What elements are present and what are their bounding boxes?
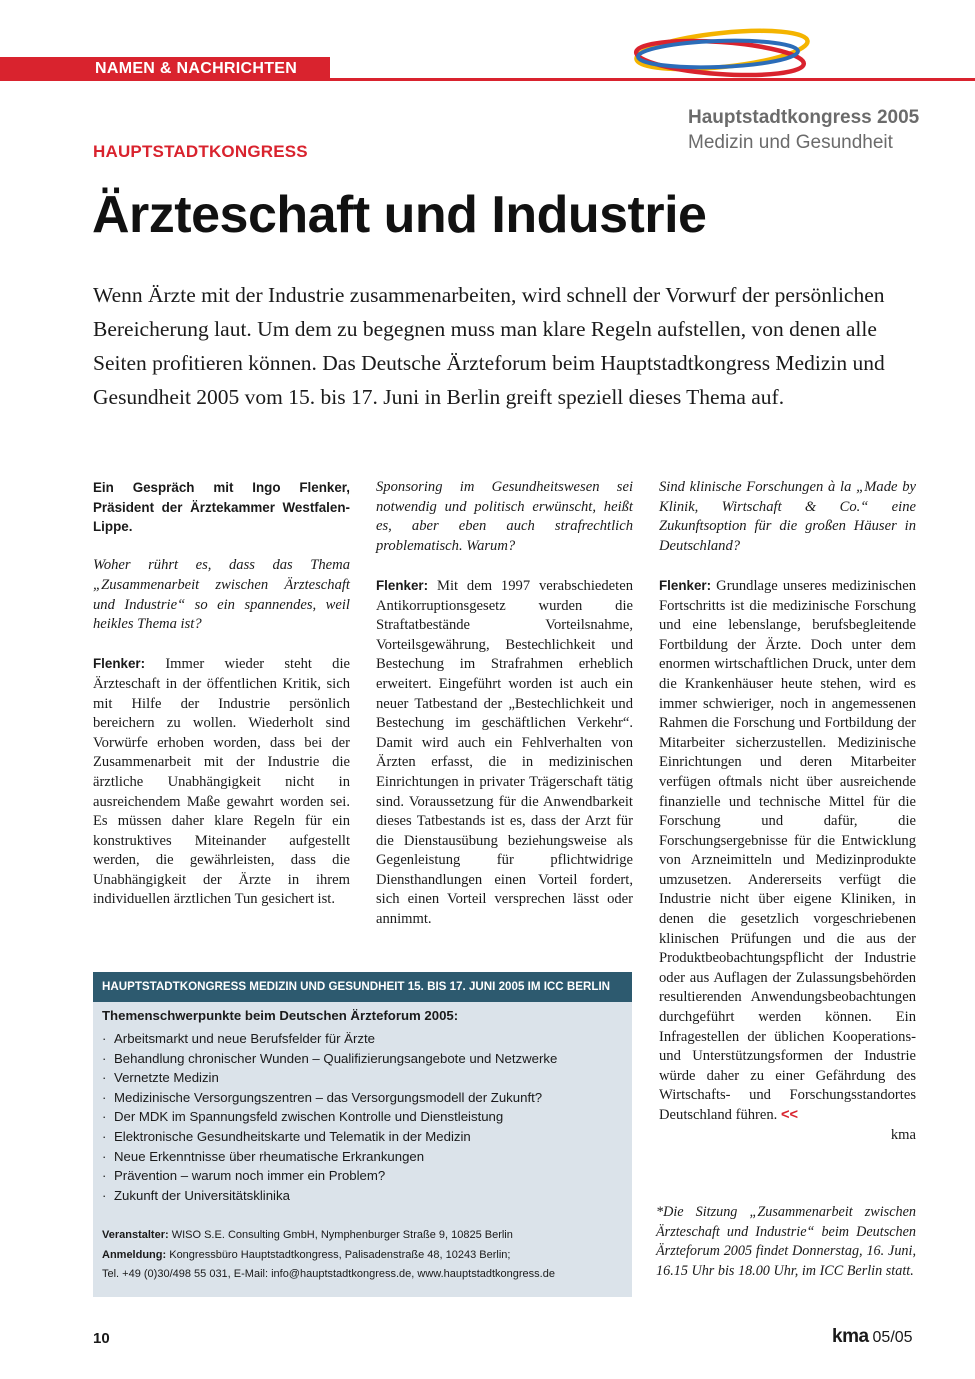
question-3: Sind klinische Forschungen à la „Made by Klinik, Wirtschaft & Co.“ eine Zukunftsoption für die großen Häuser in Deutschland? bbox=[659, 479, 916, 554]
end-mark: << bbox=[781, 1107, 799, 1123]
organizer-info bbox=[102, 1226, 555, 1285]
lead-paragraph: Wenn Ärzte mit der Industrie zusammenarbeiten, wird schnell der Vorwurf der persönlichen Bereicherung laut. Um dem zu begegnen muss man klare Regeln aufstellen, von denen alle Seiten profitieren können. Das Deutsche Ärzteforum beim Hauptstadtkongress Medizin und Gesundheit 2005 vom 15. bis 17. Juni in Berlin greift speziell dieses Thema auf. bbox=[93, 283, 885, 409]
article-column-3 bbox=[659, 478, 916, 1145]
question-1: Woher rührt es, dass das Thema „Zusammenarbeit zwischen Ärzteschaft und Industrie“ so ein spannendes, weil heikles Thema ist? bbox=[93, 557, 350, 633]
congress-logo-icon bbox=[622, 20, 812, 85]
list-item: · Elektronische Gesundheitskarte und Telematik in der Medizin bbox=[102, 1127, 557, 1147]
answer-1-text: Immer wieder steht die Ärzteschaft in der öffentlichen Kritik, sich mit Hilfe der Industrie persönlich bereichern zu wollen. Wiederholt sind Vorwürfe erhoben worden, dass bei der Zusammenarbeit mit der Industrie die ärztliche Unabhängigkeit nicht in ausreichendem Maße gewahrt worden sei. Es müssen daher klare Regeln für ein konstruktives Miteinander aufgestellt werden, die gewährleisten, dass die Unabhängigkeit der Ärzte in ihrem individuellen ärztlichen Tun gesichert ist. bbox=[93, 656, 350, 908]
answer-3 bbox=[659, 576, 916, 1126]
logo-title: Hauptstadtkongress 2005 bbox=[688, 107, 920, 128]
list-item: · Arbeitsmarkt und neue Berufsfelder für Ärzte bbox=[102, 1029, 557, 1049]
article-column-2 bbox=[376, 478, 633, 949]
list-item: · Der MDK im Spannungsfeld zwischen Kontrolle und Dienstleistung bbox=[102, 1107, 557, 1127]
answer-2-text: Mit dem 1997 verabschiedeten Antikorruptionsgesetz wurden die Straftatbestände Vorteilsnahme, Vorteilsgewährung, Bestechlichkeit und Bestechung im Strafrahmen erheblich erweitert. Eingeführt worden ist auch ein neuer Tatbestand der „Bestechlichkeit und Bestechung im geschäftlichen Verkehr“. Damit wird auch ein Fehlverhalten von Ärzten erfasst, die in medizinischen Einrichtungen in privater Trägerschaft tätig sind. Voraussetzung für die Anwendbarkeit dieses Tatbestands ist es, dass der Arzt für die Dienstausübung beziehungsweise als Gegenleistung für pflichtwidrige Diensthandlungen einen Vorteil fordert, sich einen Vorteil versprechen lässt oder annimmt. bbox=[376, 577, 633, 928]
info-box-header: HAUPTSTADTKONGRESS MEDIZIN UND GESUNDHEIT 15. BIS 17. JUNI 2005 IM ICC BERLIN bbox=[93, 972, 632, 1002]
speaker-label: Flenker: bbox=[659, 577, 712, 593]
question-2: Sponsoring im Gesundheitswesen sei notwendig und politisch erwünscht, heißt es, aber eben auch strafrechtlich problematisch. Warum? bbox=[376, 479, 633, 554]
organizer-label: Veranstalter: bbox=[102, 1229, 169, 1241]
organizer-line bbox=[102, 1226, 555, 1246]
section-label: NAMEN & NACHRICHTEN bbox=[95, 60, 298, 77]
list-item: · Neue Erkenntnisse über rheumatische Erkrankungen bbox=[102, 1147, 557, 1167]
list-item: · Vernetzte Medizin bbox=[102, 1068, 557, 1088]
list-item: · Zukunft der Universitätsklinika bbox=[102, 1186, 557, 1206]
answer-3-text: Grundlage unseres medizinischen Fortschritts ist die medizinische Forschung und eine lebenslange, berufsbegleitende Fortbildung der Ärzte. Doch unter dem enormen wirtschaftlichen Druck, unter dem die Krankenhäuser heute stehen, wird es immer schwieriger, noch in angemessenen Rahmen die Forschung und Fortbildung der Mitarbeiter sicherzustellen. Medizinische Einrichtungen und deren Mitarbeiter verfügen oftmals nicht über ausreichende finanzielle und technische Mittel für die Forschung und dafür, die Forschungsergebnisse für die Entwicklung von Arzneimitteln und Medizinprodukte umzusetzen. Andererseits verfügt die Industrie nicht über eigene Kliniken, in denen die gesetzlich vorgeschriebenen klinischen Prüfungen und die aus der Produktbeobachtungspflicht der Industrie oder aus Auflagen der Zulassungsbehörden resultierenden Anwendungsbeobachtungen durchgeführt werden können. Ein Infragestellen der üblichen Kooperations- und Unterstützungsformen der Industrie würde daher zu einer Gefährdung des Wirtschafts- und Forschungsstandortes Deutschland führen. bbox=[659, 577, 916, 1123]
magazine-brand: kma bbox=[832, 1326, 869, 1347]
registration-label: Anmeldung: bbox=[102, 1248, 167, 1261]
list-item: · Behandlung chronischer Wunden – Qualifizierungsangebote und Netzwerke bbox=[102, 1049, 557, 1069]
interview-intro: Ein Gespräch mit Ingo Flenker, Präsident der Ärztekammer Westfalen-Lippe. bbox=[93, 480, 350, 535]
logo-subtitle: Medizin und Gesundheit bbox=[688, 132, 893, 153]
author-signature: kma bbox=[890, 1126, 916, 1143]
list-item: · Prävention – warum noch immer ein Problem? bbox=[102, 1166, 557, 1186]
info-box bbox=[93, 972, 632, 1297]
speaker-label: Flenker: bbox=[376, 577, 429, 593]
list-item: · Medizinische Versorgungszentren – das Versorgungsmodell der Zukunft? bbox=[102, 1088, 557, 1108]
registration-value: Kongressbüro Hauptstadtkongress, Palisadenstraße 48, 10243 Berlin; bbox=[166, 1248, 511, 1261]
registration-line bbox=[102, 1246, 555, 1266]
article-column-1 bbox=[93, 478, 350, 930]
kicker: HAUPTSTADTKONGRESS bbox=[93, 142, 308, 161]
organizer-value: WISO S.E. Consulting GmbH, Nymphenburger Straße 9, 10825 Berlin bbox=[168, 1229, 513, 1241]
footnote: *Die Sitzung „Zusammenarbeit zwischen Ärzteschaft und Industrie“ beim Deutschen Ärzteforum 2005 findet Donnerstag, 16. Juni, 16.15 Uhr bis 18.00 Uhr, im ICC Berlin statt. bbox=[656, 1204, 916, 1279]
speaker-label: Flenker: bbox=[93, 656, 146, 672]
issue-number: 05/05 bbox=[872, 1329, 913, 1346]
answer-1 bbox=[93, 654, 350, 910]
contact-line: Tel. +49 (0)30/498 55 031, E-Mail: info@hauptstadtkongress.de, www.hauptstadtkongress.de bbox=[102, 1268, 555, 1281]
answer-2 bbox=[376, 576, 633, 930]
topic-list bbox=[102, 1029, 557, 1205]
page-number: 10 bbox=[93, 1330, 110, 1347]
magazine-issue bbox=[832, 1326, 913, 1348]
headline: Ärzteschaft und Industrie bbox=[92, 186, 707, 244]
info-box-title: Themenschwerpunkte beim Deutschen Ärzteforum 2005: bbox=[102, 1008, 459, 1023]
